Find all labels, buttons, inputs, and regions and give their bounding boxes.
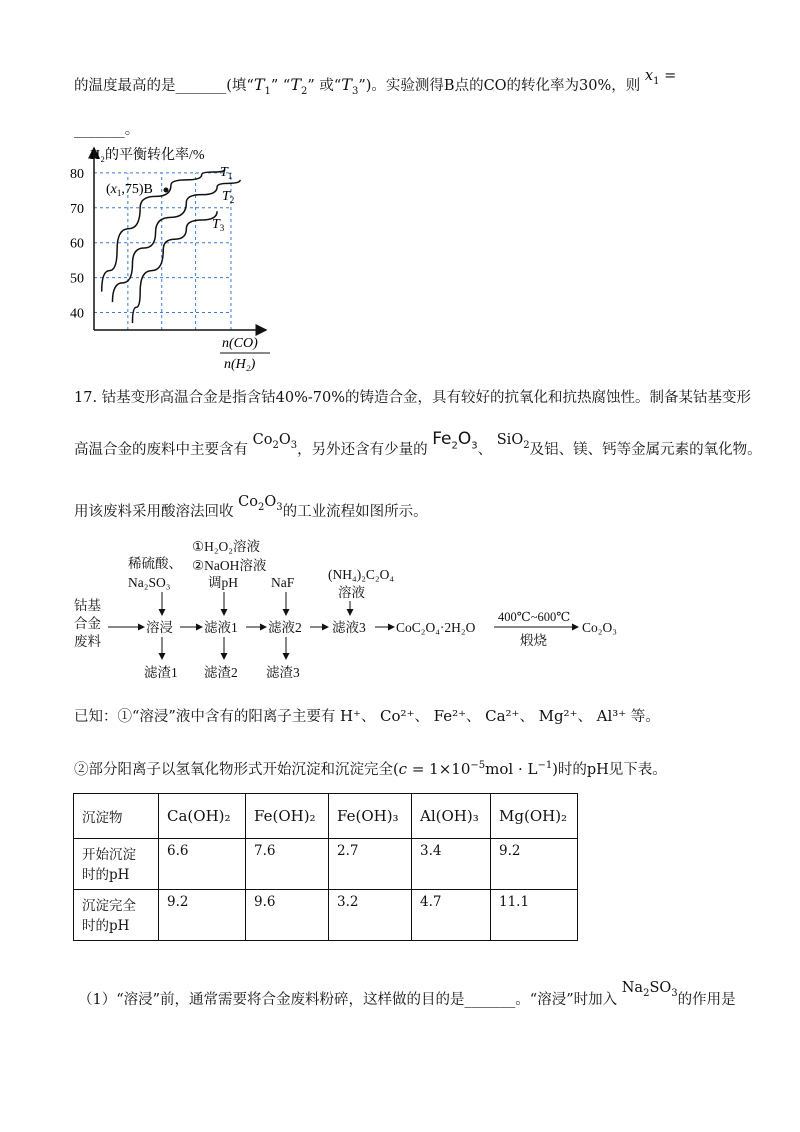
- q17-text-p3b: 的工业流程如图所示。: [282, 504, 428, 520]
- q17-text-b: ，另外还含有少量的: [297, 442, 428, 458]
- co2o3-sub1: 2: [272, 439, 279, 451]
- q17-text-d: 及铝、镁、钙等金属元素的氧化物。: [529, 442, 762, 458]
- curve-label-t2: $T_2$: [222, 189, 235, 205]
- intro-sep-1: ” “: [270, 78, 291, 94]
- q17-paragraph-2: [74, 429, 762, 461]
- t2-subscript: 2: [300, 85, 308, 97]
- y-tick-labels: [70, 167, 84, 322]
- na2so3-so: SO: [649, 980, 672, 996]
- concentration-symbol: c: [398, 760, 408, 778]
- q17-text-p3a: 用该废料采用酸溶法回收: [74, 504, 234, 520]
- reagent2-line3: 调pH: [208, 575, 238, 590]
- table-cell: 9.2: [491, 839, 578, 890]
- ion-sep-3: 、: [466, 709, 481, 725]
- reagent4-line2: 溶液: [338, 585, 365, 600]
- co2o3-o-2: O: [264, 494, 277, 510]
- y-tick-label: 40: [70, 306, 84, 322]
- ion-sep-2: 、: [414, 709, 429, 725]
- co2o3-co-2: Co: [238, 494, 258, 510]
- t1-symbol: T: [253, 75, 265, 94]
- conversion-chart: [70, 140, 280, 380]
- t3-subscript: 3: [351, 85, 359, 97]
- flow-step-1: 溶浸: [146, 620, 173, 635]
- flow-step-3: 滤液2: [268, 620, 302, 635]
- table-cell: 7.6: [246, 839, 329, 890]
- table-row-label: 沉淀完全 时的pH: [74, 890, 159, 941]
- y-tick-label: 80: [70, 166, 84, 182]
- ion-mg: Mg²⁺: [538, 707, 578, 725]
- co2o3-o: O: [278, 432, 291, 448]
- known-text-2a: ②部分阳离子以氢氧化物形式开始沉淀和沉淀完全(: [74, 762, 399, 778]
- table-cell: 9.2: [159, 890, 246, 941]
- x1-symbol: x: [644, 68, 654, 84]
- table-header-row: [74, 794, 578, 839]
- table-row: [74, 839, 578, 890]
- flow-step-2: 滤液1: [204, 620, 238, 635]
- x1-subscript: 1: [653, 75, 660, 87]
- na2so3-na: Na: [621, 980, 644, 996]
- flow-step-4: 滤液3: [332, 620, 366, 635]
- table-row: [74, 890, 578, 941]
- concentration-exponent: −5: [470, 760, 486, 772]
- q17-comma: 、: [477, 442, 493, 458]
- table-header-cell: Al(OH)₃: [412, 794, 491, 839]
- fe2o3-sub2: 3: [471, 440, 478, 452]
- condition-temperature: 400℃~600℃: [498, 610, 571, 624]
- table-header-cell: Fe(OH)₃: [329, 794, 412, 839]
- q17-paragraph-3: [74, 494, 428, 523]
- fe2o3-fe: Fe: [432, 429, 452, 449]
- y-tick-label: 70: [70, 201, 84, 217]
- t1-subscript: 1: [264, 85, 271, 97]
- ion-sep-5: 、: [577, 709, 592, 725]
- sub-question-1-text-b: 的作用是: [677, 992, 736, 1008]
- intro-line-1: [74, 68, 677, 97]
- y-tick-label: 50: [70, 271, 84, 287]
- q17-text-a: 高温合金的废料中主要含有: [74, 442, 248, 458]
- table-header-cell: Ca(OH)₂: [159, 794, 246, 839]
- reagent1-line1: 稀硫酸、: [128, 556, 182, 571]
- intro-line-2: _______。: [74, 122, 140, 138]
- reagent4-line1: (NH₄)₂C₂O₄: [328, 567, 395, 582]
- flow-product-2: Co₂O₃: [582, 620, 617, 635]
- flow-product-1: CoC₂O₄·2H₂O: [396, 620, 476, 635]
- unit-exponent: −1: [537, 760, 553, 772]
- table-cell: 9.6: [246, 890, 329, 941]
- intro-sep-2: ” 或“: [307, 78, 342, 94]
- na2so3-sub1: 2: [643, 987, 650, 999]
- sio2-sub: 2: [523, 439, 530, 451]
- flow-input-line2: 合金: [74, 616, 101, 631]
- ion-h: H⁺: [339, 707, 361, 725]
- curve-label-t1: $T_1$: [220, 165, 233, 181]
- known-line-2: [74, 758, 667, 779]
- sub-question-1-text-a: （1）“溶浸”前，通常需要将合金废料粉碎，这样做的目的是_______。“溶浸”时加入: [78, 992, 618, 1008]
- x-axis-label-denominator: n(H₂): [224, 357, 256, 372]
- q17-paragraph-1: 17. 钴基变形高温合金是指含钴40%-70%的铸造合金，具有较好的抗氧化和抗热腐蚀性。制备某钴基变形: [74, 390, 752, 406]
- co2o3-sub2-2: 3: [276, 501, 283, 513]
- process-flow-diagram: [70, 535, 670, 685]
- co2o3-sub2: 3: [290, 439, 298, 451]
- curve-label-t3: $T_3$: [212, 217, 225, 233]
- ion-ca: Ca²⁺: [485, 707, 520, 725]
- flow-input-line1: 钴基: [74, 598, 101, 613]
- sub-question-1: [78, 980, 736, 1011]
- condition-calcine: 煅烧: [520, 633, 547, 648]
- table-cell: 3.2: [329, 890, 412, 941]
- ion-co: Co²⁺: [380, 707, 415, 725]
- residue-1: 滤渣1: [144, 665, 178, 680]
- x1-equals: =: [664, 68, 677, 84]
- table-header-cell: Mg(OH)₂: [491, 794, 578, 839]
- table-row-label: 开始沉淀 时的pH: [74, 839, 159, 890]
- reagent1-line2: Na₂SO₃: [128, 575, 171, 590]
- intro-text-b: ”)。实验测得B点的CO的转化率为30%，则: [358, 78, 641, 94]
- table-cell: 2.7: [329, 839, 412, 890]
- t2-symbol: T: [290, 75, 301, 94]
- table-cell: 11.1: [491, 890, 578, 941]
- fe2o3-o: O: [457, 429, 472, 449]
- ion-fe: Fe²⁺: [433, 707, 467, 725]
- reagent2-line1: ①H₂O₂溶液: [192, 539, 261, 554]
- na2so3-sub2: 3: [671, 987, 678, 999]
- y-tick-label: 60: [70, 236, 84, 252]
- known-text-b: 等。: [630, 709, 660, 725]
- curve-t3: [132, 211, 217, 323]
- concentration-value: = 1×10: [407, 760, 471, 778]
- residue-3: 滤渣3: [266, 665, 300, 680]
- known-text-a: 已知：①“溶浸”液中含有的阳离子主要有: [74, 709, 336, 725]
- sio2-text: SiO: [496, 432, 524, 448]
- fe2o3-sub1: 2: [451, 440, 458, 452]
- concentration-unit: mol · L: [485, 760, 538, 778]
- y-axis-label: H₂的平衡转化率/%: [90, 148, 205, 163]
- flow-input-line3: 废料: [74, 634, 101, 649]
- table-cell: 6.6: [159, 839, 246, 890]
- ph-table: [73, 793, 578, 941]
- co2o3-sub1-2: 2: [257, 501, 265, 513]
- table-cell: 4.7: [412, 890, 491, 941]
- reagent2-line2: ②NaOH溶液: [192, 558, 267, 573]
- ion-al: Al³⁺: [596, 707, 627, 725]
- reagent3: NaF: [271, 575, 295, 590]
- x-axis-label-numerator: n(CO): [222, 336, 258, 351]
- co2o3-co: Co: [252, 432, 273, 448]
- table-cell: 3.4: [412, 839, 491, 890]
- ion-sep-4: 、: [519, 709, 534, 725]
- known-text-2b: )时的pH见下表。: [552, 762, 667, 778]
- intro-text-a: 的温度最高的是_______(填“: [74, 78, 254, 94]
- ion-sep-1: 、: [360, 709, 376, 725]
- table-header-cell: Fe(OH)₂: [246, 794, 329, 839]
- known-line-1: [74, 705, 660, 726]
- t3-symbol: T: [341, 75, 352, 94]
- point-b-label: $(x_1,75)B$: [106, 182, 153, 198]
- point-b-marker: [164, 188, 169, 193]
- table-header-cell: 沉淀物: [74, 794, 159, 839]
- residue-2: 滤渣2: [204, 665, 238, 680]
